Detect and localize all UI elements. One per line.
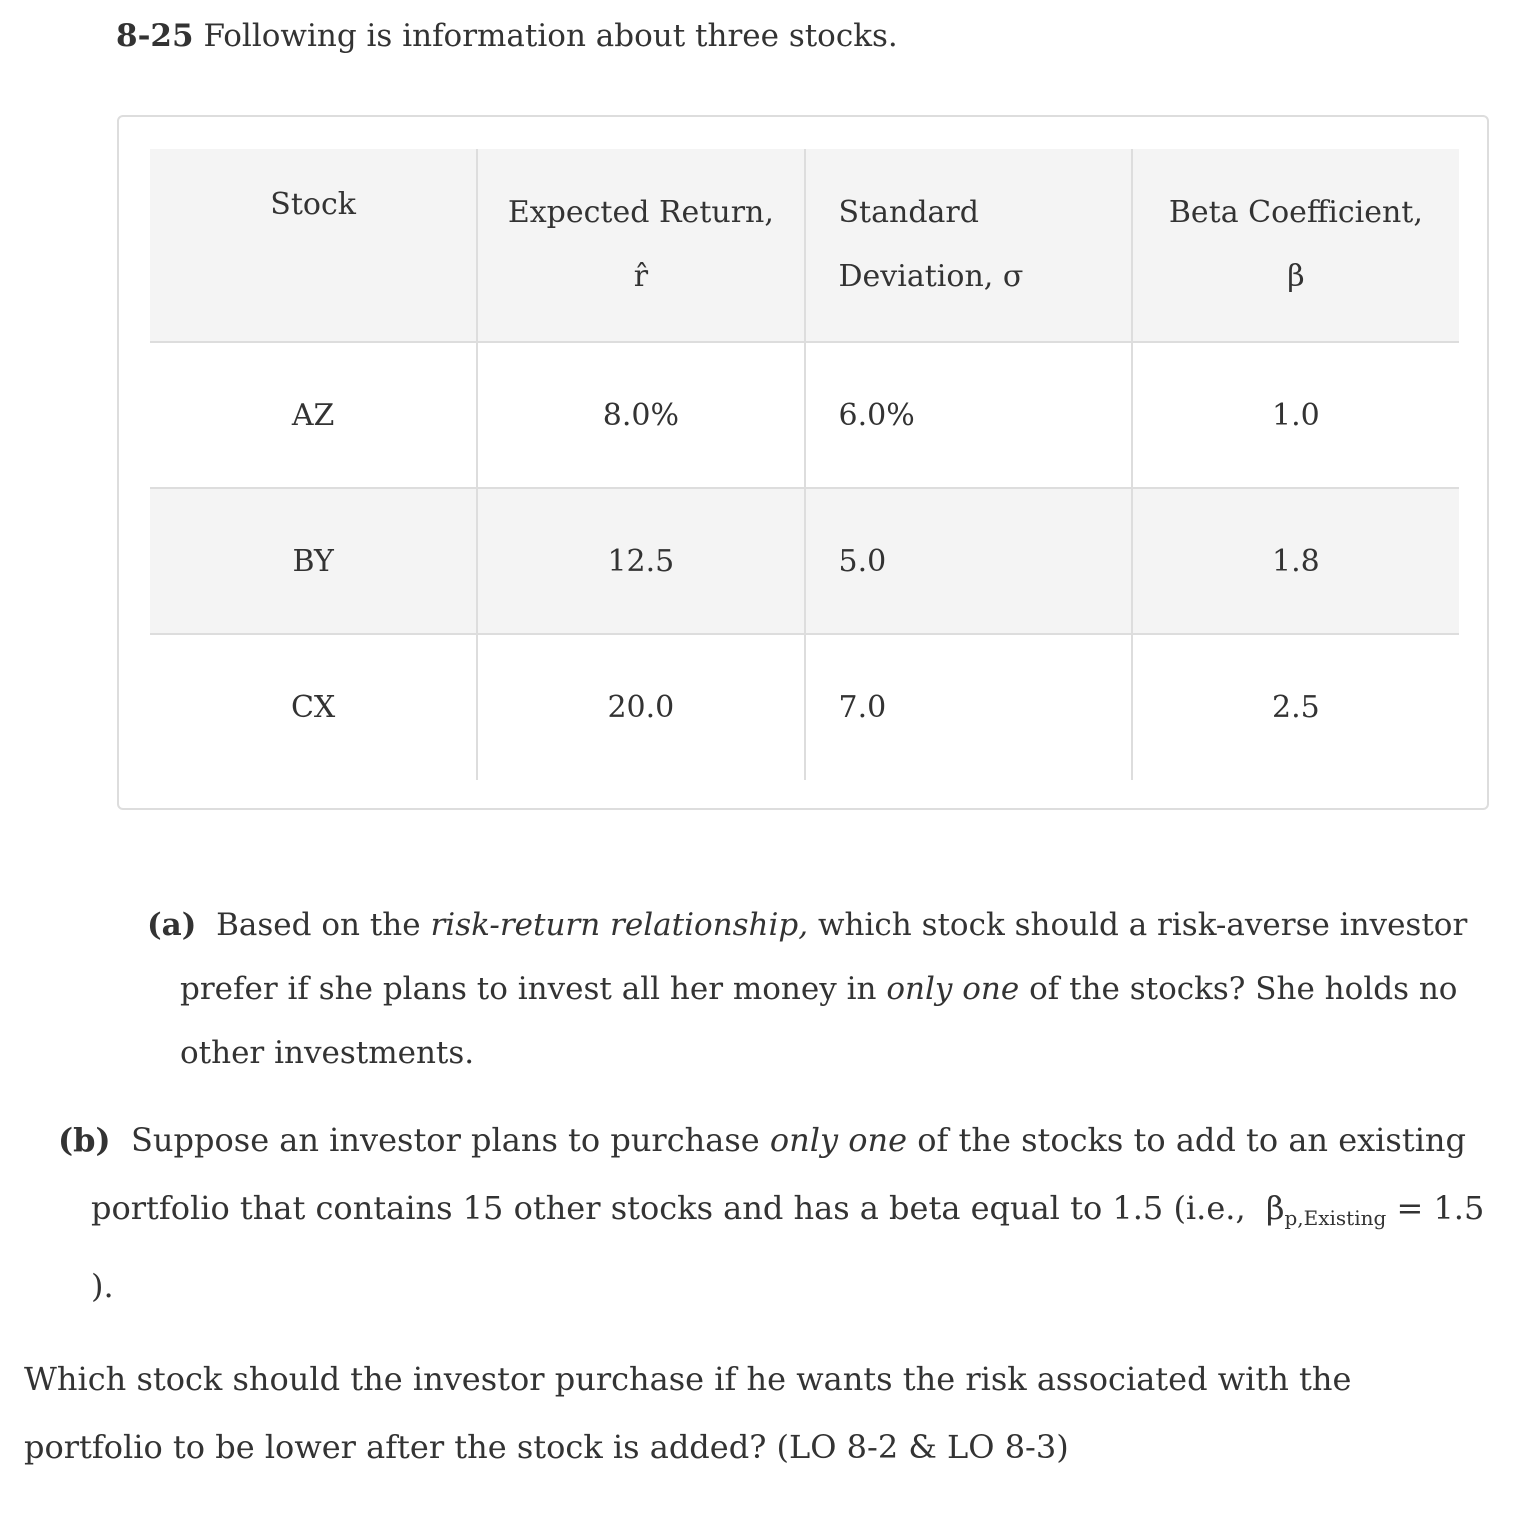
part-b-label: (b) (58, 1121, 111, 1159)
part-a-line-3: other investments. (180, 1035, 475, 1071)
part-a-line-2: prefer if she plans to invest all her money in only one of the stocks? She holds no (180, 971, 1458, 1007)
cell-std-dev: 5.0 (805, 488, 1132, 634)
cell-beta: 2.5 (1132, 634, 1459, 780)
emphasis-only-one: only one (769, 1121, 908, 1159)
question-part-b (58, 1106, 1485, 1320)
cell-expected-return: 12.5 (477, 488, 804, 634)
table-row (150, 634, 1459, 780)
followup-line-1: Which stock should the investor purchase if he wants the risk associated with the (24, 1360, 1352, 1398)
problem-header (116, 14, 898, 58)
table-row (150, 488, 1459, 634)
problem-intro: Following is information about three stocks. (203, 18, 898, 54)
question-part-a (147, 893, 1468, 1085)
emphasis-risk-return: risk-return relationship, (430, 907, 809, 943)
part-a-label: (a) (147, 907, 197, 943)
cell-stock: CX (290, 690, 336, 725)
stock-table-card (117, 115, 1489, 810)
cell-expected-return: 8.0% (477, 342, 804, 488)
stock-table (150, 149, 1459, 780)
followup-question (24, 1345, 1504, 1481)
part-b-line-3: ). (91, 1267, 114, 1305)
followup-line-2: portfolio to be lower after the stock is added? (LO 8-2 & LO 8-3) (24, 1428, 1069, 1466)
emphasis-only-one: only one (886, 971, 1020, 1007)
cell-expected-return: 20.0 (477, 634, 804, 780)
header-stock: Stock (150, 149, 477, 342)
problem-number: 8-25 (116, 18, 194, 54)
header-expected-return: Expected Return, r̂ (477, 149, 804, 342)
cell-stock: BY (150, 488, 477, 634)
cell-beta: 1.0 (1132, 342, 1459, 488)
cell-beta: 1.8 (1132, 488, 1459, 634)
header-beta-coefficient: Beta Coefficient, β (1132, 149, 1459, 342)
table-row (150, 342, 1459, 488)
cell-std-dev: 6.0% (805, 342, 1132, 488)
header-standard-deviation: Standard Deviation, σ (805, 149, 1132, 342)
cell-std-dev: 7.0 (805, 634, 1132, 780)
part-b-line-1: (b) Suppose an investor plans to purchase only one of the stocks to add to an existing (58, 1121, 1467, 1159)
part-a-line-1: (a) Based on the risk-return relationship, which stock should a risk-averse investor (147, 907, 1468, 943)
beta-portfolio-formula: $\beta_{p,Existing} = 1.5$ (1265, 1189, 1485, 1230)
part-b-line-2: portfolio that contains 15 other stocks and has a beta equal to 1.5 (i.e., $\beta_{p,Existing} = 1.5$ (91, 1189, 1485, 1230)
table-header-row (150, 149, 1459, 342)
cell-stock: AZ (150, 342, 477, 488)
